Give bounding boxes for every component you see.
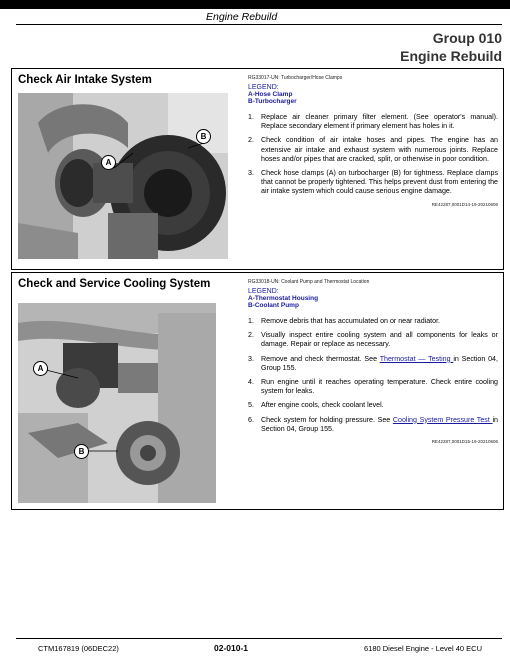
step-item [248, 378, 498, 396]
instructions-column [248, 279, 498, 444]
legend-heading: LEGEND: [248, 288, 279, 295]
step-text: Remove debris that has accumulated on or near radiator. [261, 317, 441, 325]
step-text: Replace air cleaner primary filter element. (See operator's manual). Replace secondary element if primary element has holes in it. [261, 113, 498, 131]
step-number: 1. [248, 317, 254, 325]
step-text-post: in Section 04, Group 155. [261, 415, 499, 433]
turbocharger-illustration [18, 93, 228, 259]
callout-a: A [33, 361, 48, 376]
step-item [248, 401, 498, 410]
document-reference: RE42287,0001D15-19-20210606 [431, 439, 498, 445]
top-margin-bar [0, 0, 510, 9]
footer-page-number: 02-010-1 [214, 643, 249, 653]
running-header-title: Engine Rebuild [206, 11, 278, 23]
group-number: Group 010 [432, 30, 502, 46]
legend-item: A-Hose Clamp [248, 91, 293, 98]
step-number: 2. [248, 331, 254, 340]
document-reference: RE42287,0001D14-19-20210606 [431, 201, 498, 207]
header-rule [16, 24, 502, 25]
step-item [248, 331, 498, 349]
thermostat-testing-link[interactable]: Thermostat — Testing [379, 354, 454, 363]
step-text: Check condition of air intake hoses and pipes. The engine has an extensive air intake and exhaust system with numerous joints. Replace hoses and/or pipes that are cracked, split, or otherwise in poor condition. [261, 136, 498, 163]
pressure-test-link[interactable]: Cooling System Pressure Test [392, 415, 493, 424]
figure-reference: RG33017-UN: Turbocharger/Hose Clamps [248, 75, 343, 81]
callout-a: A [101, 155, 116, 170]
step-list [248, 113, 498, 197]
section-title: Check Air Intake System [18, 74, 152, 86]
callout-b: B [196, 129, 211, 144]
step-list [248, 317, 498, 434]
step-number: 3. [248, 169, 254, 178]
step-text: Run engine until it reaches operating temperature. Check entire cooling system for leaks. [261, 378, 498, 396]
turbocharger-photo [18, 93, 228, 259]
step-text-pre: Remove and check thermostat. See [261, 354, 380, 363]
legend-item: B-Turbocharger [248, 98, 297, 105]
callout-b: B [74, 444, 89, 459]
step-number: 5. [248, 401, 254, 410]
step-text-pre: Check system for holding pressure. See [261, 415, 393, 424]
step-item [248, 169, 498, 197]
step-text: Visually inspect entire cooling system and all components for leaks or damage. Repair or replace as necessary. [261, 331, 498, 349]
section-title: Check and Service Cooling System [18, 278, 211, 290]
step-item [248, 317, 498, 326]
step-item [248, 355, 498, 373]
legend-heading: LEGEND: [248, 84, 279, 91]
step-text-post: in Section 04, Group 155. [261, 354, 498, 372]
footer-doc-id: CTM167819 (06DEC22) [38, 644, 119, 653]
step-number: 6. [248, 415, 254, 424]
step-number: 4. [248, 378, 254, 387]
legend-item: B-Coolant Pump [248, 302, 299, 309]
footer-rule [16, 638, 502, 639]
step-number: 3. [248, 354, 254, 363]
step-item [248, 416, 498, 434]
step-text: Check hose clamps (A) on turbocharger (B) for tightness. Replace clamps that cannot be properly tightened. This helps prevent dust from entering the air intake system which could cause serious engine damage. [261, 169, 498, 196]
section-air-intake [11, 68, 504, 270]
step-text: After engine cools, check coolant level. [261, 401, 384, 410]
footer-engine-title: 6180 Diesel Engine - Level 40 ECU [364, 644, 482, 653]
instructions-column [248, 75, 498, 207]
figure-reference: RG33018-UN: Coolant Pump and Thermostat Location [248, 279, 370, 285]
legend-item: A-Thermostat Housing [248, 295, 319, 302]
step-item [248, 113, 498, 131]
coolant-pump-illustration [18, 303, 216, 503]
step-number: 1. [248, 113, 254, 121]
step-number: 2. [248, 136, 254, 145]
coolant-pump-photo [18, 303, 216, 503]
chapter-title: Engine Rebuild [400, 48, 502, 64]
section-cooling-system [11, 272, 504, 510]
step-item [248, 136, 498, 164]
